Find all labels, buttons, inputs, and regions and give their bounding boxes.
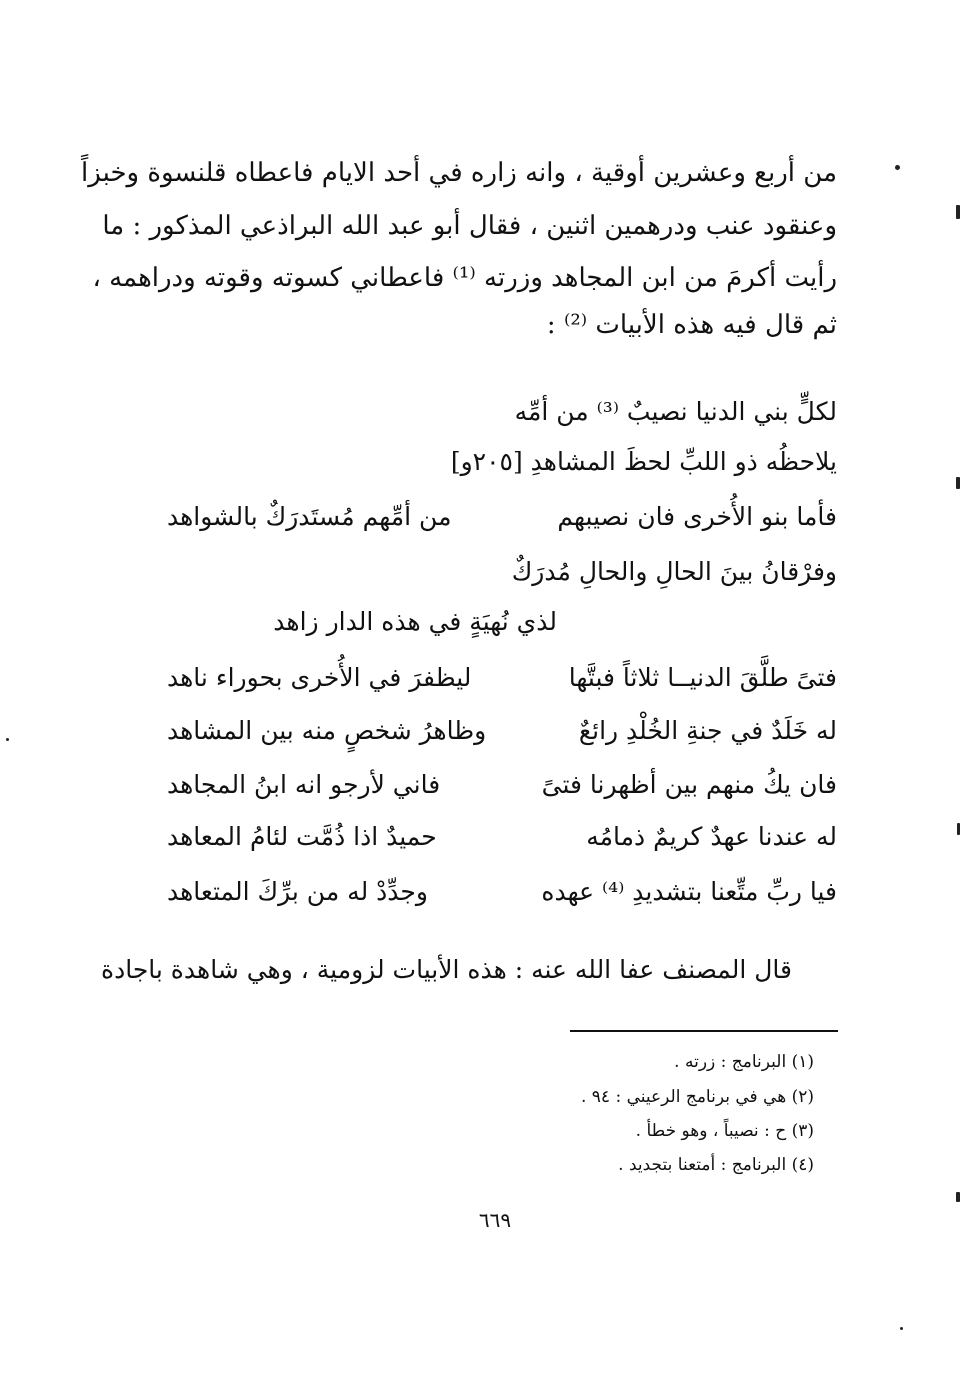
verse-5 — [167, 709, 837, 753]
verse-5-first-hemistich: له خَلَدٌ في جنةِ الخُلْدِ رائعٌ — [578, 716, 837, 745]
footnote-separator — [570, 1030, 838, 1032]
verse-3 — [167, 600, 837, 644]
scan-speck — [6, 738, 9, 741]
verse-4 — [167, 656, 837, 700]
scan-speck — [895, 165, 900, 170]
verse-4-second-hemistich: ليظفرَ في الأُخرى بحوراء ناهد — [167, 663, 472, 692]
verse-intro-line-1: لكلٍّ بني الدنيا نصيبٌ ⁽³⁾ من أمِّه — [514, 397, 837, 426]
verse-7-second-hemistich: حميدٌ اذا ذُمَّت لئامُ المعاهد — [167, 822, 437, 851]
verse-6 — [167, 763, 837, 807]
verse-8 — [167, 870, 837, 914]
verse-5-second-hemistich: وظاهرُ شخصٍ منه بين المشاهد — [167, 716, 487, 745]
scan-speck — [956, 1192, 960, 1202]
body-line-3: رأيت أكرمَ من ابن المجاهد وزرته ⁽¹⁾ فاعطاني كسوته وقوته ودراهمه ، — [92, 263, 837, 293]
body-line-4: ثم قال فيه هذه الأبيات ⁽²⁾ : — [546, 310, 837, 340]
verse-6-first-hemistich: فان يكُ منهم بين أظهرنا فتىً — [541, 770, 837, 799]
scan-speck — [956, 205, 960, 219]
verse-7-first-hemistich: له عندنا عهدٌ كريمٌ ذمامُه — [586, 822, 837, 851]
author-comment: قال المصنف عفا الله عنه : هذه الأبيات لزومية ، وهي شاهدة باجادة — [100, 955, 792, 984]
scan-speck — [900, 1327, 903, 1330]
verse-2 — [167, 550, 837, 594]
body-line-1: من أربع وعشرين أوقية ، وانه زاره في أحد الايام فاعطاه قلنسوة وخبزاً — [81, 158, 837, 188]
body-line-2: وعنقود عنب ودرهمين اثنين ، فقال أبو عبد الله البراذعي المذكور : ما — [102, 211, 837, 241]
verse-1-second-hemistich: من أمِّهم مُستَدرَكٌ بالشواهد — [167, 502, 452, 531]
verse-8-second-hemistich: وجدِّدْ له من برِّكَ المتعاهد — [167, 877, 428, 906]
verse-4-first-hemistich: فتىً طلَّقَ الدنيــا ثلاثاً فبتَّها — [568, 663, 837, 692]
verse-3-first-hemistich: لذي نُهيَةٍ في هذه الدار زاهد — [273, 607, 557, 636]
verse-1 — [167, 495, 837, 539]
footnote-3: (٣) ح : نصيباً ، وهو خطأ . — [635, 1121, 814, 1141]
footnote-2: (٢) هي في برنامج الرعيني : ٩٤ . — [580, 1087, 814, 1107]
verse-intro-line-2: يلاحظُه ذو اللبِّ لحظَ المشاهدِ [٢٠٥و] — [450, 447, 837, 476]
footnote-4: (٤) البرنامج : أمتعنا بتجديد . — [618, 1155, 814, 1175]
verse-2-first-hemistich: وفرْقانُ بينَ الحالِ والحالِ مُدرَكٌ — [511, 557, 837, 586]
scan-speck — [957, 823, 960, 835]
footnote-1: (١) البرنامج : زرته . — [674, 1052, 814, 1072]
page-number: ٦٦٩ — [478, 1208, 512, 1232]
verse-8-first-hemistich: فيا ربِّ متِّعنا بتشديدِ ⁽⁴⁾ عهده — [541, 877, 837, 906]
verse-7 — [167, 815, 837, 859]
scan-speck — [956, 477, 960, 489]
verse-6-second-hemistich: فاني لأرجو انه ابنُ المجاهد — [167, 770, 441, 799]
verse-1-first-hemistich: فأما بنو الأُخرى فان نصيبهم — [557, 502, 837, 531]
